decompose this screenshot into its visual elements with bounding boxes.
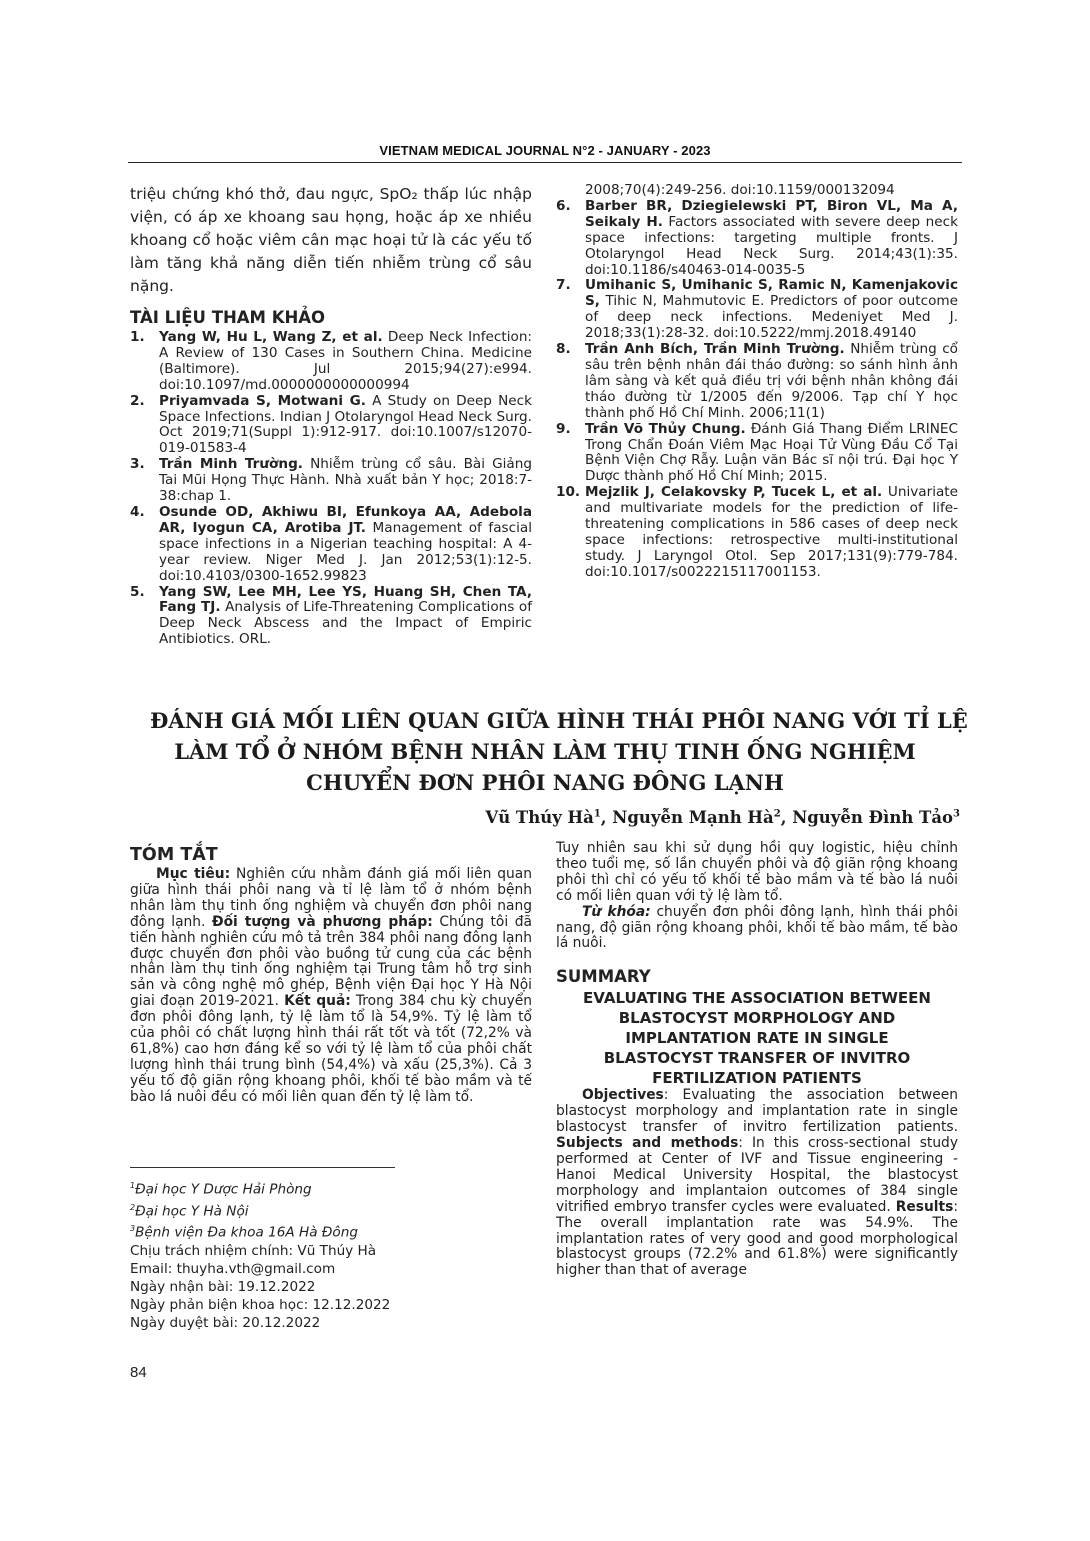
reference-item <box>556 422 958 486</box>
reviewed-date: Ngày phản biện khoa học: 12.12.2022 <box>130 1296 391 1313</box>
reference-item <box>556 342 958 422</box>
reference-authors: Yang W, Hu L, Wang Z, et al. <box>159 329 383 345</box>
summary-title <box>556 988 958 1088</box>
reference-authors: Mejzlik J, Celakovsky P, Tucek L, et al. <box>585 484 883 501</box>
reference-item <box>130 505 532 585</box>
reference-details: Analysis of Life-Threatening Complications of Deep Neck Abscess and the Impact of Empiric Antibiotics. ORL. <box>159 599 532 648</box>
reference-text <box>159 457 532 505</box>
reference-authors: Trần Anh Bích, Trần Minh Trường. <box>585 341 845 358</box>
abstract-vi-continued: Tuy nhiên sau khi sử dụng hồi quy logistic, hiệu chỉnh theo tuổi mẹ, số lần chuyển phôi và độ giãn rộng khoang phôi thì chỉ có yếu tố khối tế bào mầm và tế bào lá nuôi có mối liên quan với tỷ lệ làm tổ. <box>556 840 958 904</box>
reference-number: 9. <box>556 420 571 437</box>
affiliation-item <box>130 1177 530 1199</box>
reference-5-continued: 2008;70(4):249-256. doi:10.1159/000132094 <box>585 182 895 198</box>
reference-authors: Priyamvada S, Motwani G. <box>159 392 366 409</box>
reference-number: 8. <box>556 341 571 358</box>
article-title <box>150 705 968 798</box>
author-affiliation-mark: 2 <box>773 808 781 820</box>
affiliation-mark: 2 <box>130 1202 136 1212</box>
results-label: Kết quả: <box>284 993 351 1010</box>
reference-number: 1. <box>130 329 145 345</box>
abstract-right-column <box>556 841 958 1279</box>
reference-details: Đánh Giá Thang Điểm LRINEC Trong Chẩn Đoán Viêm Mạc Hoại Tử Vùng Đầu Cổ Tại Bệnh Viện Chợ Rẫy. Luận văn Bác sĩ nội trú. Đại học Y Dược thành phố Hồ Chí Minh; 2015. <box>585 420 958 485</box>
affiliation-mark: 1 <box>130 1181 136 1190</box>
keywords-text: chuyển đơn phôi đông lạnh, hình thái phôi nang, độ giãn rộng khoang phôi, khối tế bào mầm, tế bào lá nuôi. <box>556 903 958 952</box>
article-title-line: ĐÁNH GIÁ MỐI LIÊN QUAN GIỮA HÌNH THÁI PHÔI NANG VỚI TỈ LỆ <box>150 708 968 733</box>
affiliations <box>130 1177 530 1242</box>
reference-item <box>556 199 958 279</box>
article-title-line: LÀM TỔ Ở NHÓM BỆNH NHÂN LÀM THỤ TINH ỐNG NGHIỆM <box>174 739 916 764</box>
author-separator: , <box>600 808 613 827</box>
summary-title-line: BLASTOCYST MORPHOLOGY AND <box>618 1009 896 1028</box>
reference-text <box>585 278 958 342</box>
affiliation-name: Đại học Y Hà Nội <box>135 1203 249 1220</box>
results-text: Trong 384 chu kỳ chuyển đơn phôi đông lạnh, tỷ lệ làm tổ là 54,9%. Tỷ lệ làm tổ của phôi có chất lượng hình thái rất tốt và tốt (72,2% và 61,8%) cao hơn đáng kể so với tỷ lệ làm tổ của phôi chất lượng hình thái trung bình (54,4%) và xấu (25,3%). Cả 3 yếu tố độ giãn rộng khoang phôi, khối tế bào mầm và tế bào lá nuôi đều có mối liên quan đến tỷ lệ làm tổ. <box>130 993 532 1105</box>
abstract-vi <box>130 845 532 1106</box>
reference-details: Tihic N, Mahmutovic E. Predictors of poor outcome of deep neck infections. Medeniyet Med J. 2018;33(1):28-32. doi:10.5222/mmj.2018.49140 <box>585 293 958 342</box>
keywords <box>556 905 958 953</box>
footnotes <box>130 1177 530 1332</box>
reference-details: Nhiễm trùng cổ sâu trên bệnh nhân đái tháo đường: so sánh hình ảnh lâm sàng và kết quả điều trị với bệnh nhân không đái tháo đường từ 1/2005 đến 9/2006. Tạp chí Y học thành phố Hồ Chí Minh. 2006;11(1) <box>585 341 958 421</box>
footnote-rule <box>130 1167 395 1168</box>
reference-text <box>585 342 958 422</box>
reference-item <box>556 278 958 342</box>
reference-authors: Yang SW, Lee MH, Lee YS, Huang SH, Chen TA, Fang TJ. <box>159 583 532 616</box>
reference-text <box>585 199 958 279</box>
reference-number: 3. <box>130 456 145 473</box>
reference-details: A Study on Deep Neck Space Infections. Indian J Otolaryngol Head Neck Surg. Oct 2019;71(Suppl 1):912-917. doi:10.1007/s12070-019-01583-4 <box>159 392 532 457</box>
summary-objectives-text: : Evaluating the association between blastocyst morphology and implantation rate in single blastocyst transfer of invitro fertilization patients. <box>556 1087 958 1136</box>
reference-item <box>130 457 532 505</box>
reference-details: Factors associated with severe deep neck space infections: targeting multiple fronts. J Otolaryngol Head Neck Surg. 2014;43(1):35. doi:10.1186/s40463-014-0035-5 <box>585 213 958 278</box>
author-name: Nguyễn Mạnh Hà <box>612 808 774 827</box>
author-separator: , <box>780 808 793 827</box>
accepted-date: Ngày duyệt bài: 20.12.2022 <box>130 1314 321 1331</box>
affiliation-mark: 3 <box>130 1224 136 1234</box>
reference-number: 4. <box>130 503 145 520</box>
article-authors <box>430 808 960 827</box>
reference-number: 7. <box>556 277 571 294</box>
author-affiliation-mark: 1 <box>593 808 601 820</box>
corresponding-author: Chịu trách nhiệm chính: Vũ Thúy Hà <box>130 1242 377 1259</box>
affiliation-item <box>130 1199 530 1221</box>
summary-results-label: Results <box>895 1198 954 1215</box>
reference-details: Univariate and multivariate models for the prediction of life-threatening complications in 586 cases of deep neck space infections: retrospective multi-institutional study. J Laryngol Otol. Sep 2017;131(9):779-784. doi:10.1017/s0022215117001153. <box>585 484 958 580</box>
reference-details: Nhiễm trùng cổ sâu. Bài Giảng Tai Mũi Họng Thực Hành. Nhà xuất bản Y học; 2018:7-38:chap 1. <box>159 456 532 505</box>
header-rule <box>128 162 962 163</box>
reference-item <box>130 585 532 649</box>
page-number: 84 <box>130 1364 147 1381</box>
author-affiliation-mark: 3 <box>953 808 960 820</box>
reference-text <box>585 485 958 580</box>
summary-body <box>556 1088 958 1279</box>
reference-number: 5. <box>130 583 145 600</box>
methods-text: Chúng tôi đã tiến hành nghiên cứu mô tả trên 384 phôi nang đông lạnh được chuyển đơn phôi vào buồng tử cung của các bệnh nhân làm thụ tinh ống nghiệm tại Trung tâm hỗ trợ sinh sản và công nghệ mô ghép, Bệnh viện Đại học Y Hà Nội giai đoạn 2019-2021. <box>130 913 532 1010</box>
reference-authors: Osunde OD, Akhiwu BI, Efunkoya AA, Adebola AR, Iyogun CA, Arotiba JT. <box>159 503 532 536</box>
reference-number: 6. <box>556 197 571 214</box>
reference-details: Management of fascial space infections in a Nigerian teaching hospital: A 4-year review. Niger Med J. Jan 2012;53(1):12-5. doi:10.4103/0300-1652.99823 <box>159 519 532 584</box>
affiliation-name: Đại học Y Dược Hải Phòng <box>135 1181 312 1198</box>
reference-item <box>130 394 532 458</box>
abstract-vi-body <box>130 867 532 1106</box>
author-name: Nguyễn Đình Tảo <box>792 808 954 827</box>
references-heading: TÀI LIỆU THAM KHẢO <box>130 308 326 327</box>
received-date: Ngày nhận bài: 19.12.2022 <box>130 1278 316 1295</box>
methods-label: Đối tượng và phương pháp: <box>212 913 433 930</box>
running-header: VIETNAM MEDICAL JOURNAL N°2 - JANUARY - 2023 <box>379 143 711 158</box>
reference-number: 2. <box>130 392 145 409</box>
affiliation-name: Bệnh viện Đa khoa 16A Hà Đông <box>135 1224 358 1241</box>
abstract-vi-heading: TÓM TẮT <box>130 845 218 865</box>
summary-title-line: EVALUATING THE ASSOCIATION BETWEEN <box>583 989 931 1008</box>
objective-label: Mục tiêu: <box>156 866 231 882</box>
summary-objectives-label: Objectives <box>582 1087 664 1104</box>
summary-title-line: BLASTOCYST TRANSFER OF INVITRO <box>603 1049 911 1068</box>
prev-article-left-column <box>130 183 532 648</box>
keywords-label: Từ khóa: <box>582 903 651 920</box>
reference-authors: Umihanic S, Umihanic S, Ramic N, Kamenjakovic S, <box>585 277 958 310</box>
reference-number: 10. <box>556 484 581 501</box>
reference-authors: Barber BR, Dziegielewski PT, Biron VL, Ma A, Seikaly H. <box>585 197 958 230</box>
summary-subjects-text: : In this cross-sectional study performed at Center of IVF and Tissue engineering - Hanoi Medical University Hospital, the blastocyst morphology and implantaion outcomes of 384 single vitrified embryo transfer cycles were evaluated. <box>556 1135 958 1215</box>
reference-authors: Trần Minh Trường. <box>159 456 303 473</box>
objective-text: Nghiên cứu nhằm đánh giá mối liên quan giữa hình thái phôi nang và tỉ lệ làm tổ ở nhóm bệnh nhân làm thụ tinh ống nghiệm và chuyển đơn phôi nang đông lạnh. <box>130 866 532 930</box>
reference-text <box>585 422 958 486</box>
prev-article-right-column <box>556 183 958 581</box>
reference-text <box>159 394 532 458</box>
article-title-line: CHUYỂN ĐƠN PHÔI NANG ĐÔNG LẠNH <box>306 770 784 795</box>
summary-results-text: : The overall implantation rate was 54.9%. The implantation rates of very good and good morphological blastocyst groups (72.2% and 61.8%) were significantly higher than that of average <box>556 1198 958 1279</box>
reference-item <box>556 485 958 580</box>
summary-title-line: IMPLANTATION RATE IN SINGLE <box>625 1029 889 1048</box>
summary-subjects-label: Subjects and methods <box>556 1135 739 1152</box>
reference-text <box>159 330 532 394</box>
email: Email: thuyha.vth@gmail.com <box>130 1260 336 1277</box>
references-list-right <box>556 199 958 581</box>
summary-title-line: FERTILIZATION PATIENTS <box>652 1069 862 1088</box>
summary-heading: SUMMARY <box>556 967 651 987</box>
reference-details: Deep Neck Infection: A Review of 130 Cases in Southern China. Medicine (Baltimore). Jul 2015;94(27):e994. doi:10.1097/md.0000000000000994 <box>159 329 533 393</box>
affiliation-item <box>130 1220 530 1242</box>
reference-text <box>159 585 532 649</box>
reference-authors: Trần Võ Thủy Chung. <box>585 420 746 437</box>
reference-text <box>159 505 532 585</box>
prev-article-conclusion: triệu chứng khó thở, đau ngực, SpO₂ thấp lúc nhập viện, có áp xe khoang sau họng, hoặc áp xe nhiều khoang cổ hoặc viêm cân mạc hoại tử là các yếu tố làm tăng khả năng diễn tiến nhiễm trùng cổ sâu nặng. <box>130 185 532 295</box>
reference-item <box>130 330 532 394</box>
author-name: Vũ Thúy Hà <box>485 808 594 827</box>
references-list-left <box>130 330 532 648</box>
